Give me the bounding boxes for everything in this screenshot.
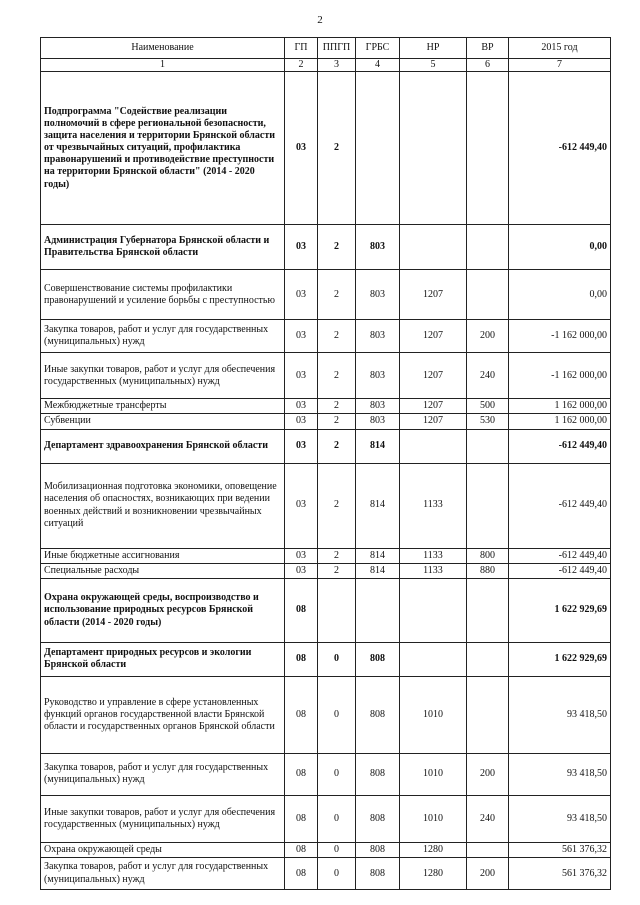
row-grbs: 803 bbox=[356, 270, 400, 320]
row-amount: 93 418,50 bbox=[509, 676, 611, 753]
row-nr: 1207 bbox=[400, 353, 467, 399]
row-amount: -612 449,40 bbox=[509, 463, 611, 548]
row-grbs: 814 bbox=[356, 563, 400, 578]
column-number: 6 bbox=[467, 59, 509, 72]
row-ppgp: 0 bbox=[318, 676, 356, 753]
row-ppgp: 2 bbox=[318, 563, 356, 578]
row-vr: 800 bbox=[467, 548, 509, 563]
row-vr bbox=[467, 225, 509, 270]
row-name: Охрана окружающей среды bbox=[41, 842, 285, 857]
column-number: 2 bbox=[285, 59, 318, 72]
row-ppgp: 2 bbox=[318, 548, 356, 563]
column-number: 3 bbox=[318, 59, 356, 72]
row-name: Департамент природных ресурсов и экологии Брянской области bbox=[41, 642, 285, 676]
row-gp: 03 bbox=[285, 399, 318, 414]
row-amount: -612 449,40 bbox=[509, 72, 611, 225]
header-grbs: ГРБС bbox=[356, 38, 400, 59]
row-gp: 03 bbox=[285, 414, 318, 429]
table-row bbox=[41, 429, 611, 463]
header-nr: НР bbox=[400, 38, 467, 59]
table-row bbox=[41, 463, 611, 548]
row-vr bbox=[467, 676, 509, 753]
row-gp: 03 bbox=[285, 563, 318, 578]
row-ppgp bbox=[318, 578, 356, 642]
row-vr: 200 bbox=[467, 753, 509, 795]
table-row bbox=[41, 548, 611, 563]
row-name: Закупка товаров, работ и услуг для государственных (муниципальных) нужд bbox=[41, 320, 285, 353]
row-gp: 08 bbox=[285, 753, 318, 795]
table-row bbox=[41, 320, 611, 353]
budget-table bbox=[40, 37, 611, 890]
row-name: Администрация Губернатора Брянской области и Правительства Брянской области bbox=[41, 225, 285, 270]
column-number-row bbox=[41, 59, 611, 72]
row-gp: 03 bbox=[285, 463, 318, 548]
row-vr bbox=[467, 429, 509, 463]
row-grbs: 814 bbox=[356, 548, 400, 563]
row-nr bbox=[400, 429, 467, 463]
header-gp: ГП bbox=[285, 38, 318, 59]
header-name: Наименование bbox=[41, 38, 285, 59]
row-grbs bbox=[356, 578, 400, 642]
row-vr bbox=[467, 72, 509, 225]
table-row bbox=[41, 578, 611, 642]
table-row bbox=[41, 858, 611, 890]
row-grbs: 814 bbox=[356, 429, 400, 463]
row-amount: 1 162 000,00 bbox=[509, 399, 611, 414]
table-row bbox=[41, 842, 611, 857]
table-row bbox=[41, 795, 611, 842]
row-vr: 200 bbox=[467, 858, 509, 890]
row-ppgp: 0 bbox=[318, 642, 356, 676]
row-nr: 1133 bbox=[400, 463, 467, 548]
row-gp: 03 bbox=[285, 225, 318, 270]
row-vr bbox=[467, 578, 509, 642]
column-number: 4 bbox=[356, 59, 400, 72]
row-nr: 1010 bbox=[400, 676, 467, 753]
row-gp: 03 bbox=[285, 72, 318, 225]
header-year: 2015 год bbox=[509, 38, 611, 59]
table-row bbox=[41, 72, 611, 225]
row-gp: 03 bbox=[285, 548, 318, 563]
row-grbs: 808 bbox=[356, 753, 400, 795]
row-ppgp: 0 bbox=[318, 753, 356, 795]
row-amount: -1 162 000,00 bbox=[509, 320, 611, 353]
row-grbs: 803 bbox=[356, 414, 400, 429]
column-number: 1 bbox=[41, 59, 285, 72]
row-name: Иные бюджетные ассигнования bbox=[41, 548, 285, 563]
row-ppgp: 2 bbox=[318, 414, 356, 429]
row-grbs: 803 bbox=[356, 399, 400, 414]
column-number: 5 bbox=[400, 59, 467, 72]
table-row bbox=[41, 414, 611, 429]
row-name: Закупка товаров, работ и услуг для государственных (муниципальных) нужд bbox=[41, 753, 285, 795]
row-vr bbox=[467, 463, 509, 548]
row-grbs: 808 bbox=[356, 795, 400, 842]
row-name: Субвенции bbox=[41, 414, 285, 429]
row-vr: 240 bbox=[467, 795, 509, 842]
row-amount: 0,00 bbox=[509, 270, 611, 320]
row-vr: 200 bbox=[467, 320, 509, 353]
row-nr bbox=[400, 72, 467, 225]
row-vr: 240 bbox=[467, 353, 509, 399]
row-vr: 530 bbox=[467, 414, 509, 429]
row-gp: 03 bbox=[285, 353, 318, 399]
table-row bbox=[41, 563, 611, 578]
row-gp: 08 bbox=[285, 642, 318, 676]
row-gp: 08 bbox=[285, 676, 318, 753]
row-grbs: 803 bbox=[356, 320, 400, 353]
header-ppgp: ППГП bbox=[318, 38, 356, 59]
row-name: Подпрограмма "Содействие реализации полномочий в сфере региональной безопасности, защита населения и территории Брянской области от чрезвычайных ситуаций, профилактика правонарушений и противодействие преступности на территории Брянской области" (2014 - 2020 годы) bbox=[41, 72, 285, 225]
row-vr: 880 bbox=[467, 563, 509, 578]
table-row bbox=[41, 353, 611, 399]
row-nr: 1280 bbox=[400, 842, 467, 857]
column-number: 7 bbox=[509, 59, 611, 72]
header-row bbox=[41, 38, 611, 59]
table-row bbox=[41, 642, 611, 676]
row-amount: 561 376,32 bbox=[509, 858, 611, 890]
row-grbs: 803 bbox=[356, 225, 400, 270]
row-amount: -612 449,40 bbox=[509, 563, 611, 578]
table-row bbox=[41, 225, 611, 270]
row-name: Руководство и управление в сфере установленных функций органов государственной власти Брянской области и государственных органов Брянской области bbox=[41, 676, 285, 753]
row-name: Иные закупки товаров, работ и услуг для обеспечения государственных (муниципальных) нужд bbox=[41, 795, 285, 842]
row-name: Межбюджетные трансферты bbox=[41, 399, 285, 414]
row-amount: 1 622 929,69 bbox=[509, 578, 611, 642]
row-amount: 561 376,32 bbox=[509, 842, 611, 857]
table-row bbox=[41, 676, 611, 753]
row-amount: 93 418,50 bbox=[509, 795, 611, 842]
row-nr bbox=[400, 578, 467, 642]
row-gp: 08 bbox=[285, 795, 318, 842]
row-vr bbox=[467, 270, 509, 320]
row-nr: 1133 bbox=[400, 563, 467, 578]
row-nr: 1207 bbox=[400, 414, 467, 429]
row-amount: -612 449,40 bbox=[509, 548, 611, 563]
row-amount: 1 622 929,69 bbox=[509, 642, 611, 676]
row-ppgp: 2 bbox=[318, 353, 356, 399]
row-grbs: 808 bbox=[356, 842, 400, 857]
row-ppgp: 2 bbox=[318, 225, 356, 270]
row-nr bbox=[400, 225, 467, 270]
row-gp: 08 bbox=[285, 842, 318, 857]
row-grbs: 808 bbox=[356, 858, 400, 890]
row-grbs: 808 bbox=[356, 642, 400, 676]
table-row bbox=[41, 399, 611, 414]
row-nr: 1010 bbox=[400, 795, 467, 842]
row-amount: 0,00 bbox=[509, 225, 611, 270]
row-ppgp: 0 bbox=[318, 858, 356, 890]
row-nr: 1280 bbox=[400, 858, 467, 890]
row-vr: 500 bbox=[467, 399, 509, 414]
row-ppgp: 2 bbox=[318, 320, 356, 353]
row-ppgp: 2 bbox=[318, 463, 356, 548]
row-name: Охрана окружающей среды, воспроизводство и использование природных ресурсов Брянской области (2014 - 2020 годы) bbox=[41, 578, 285, 642]
row-gp: 08 bbox=[285, 858, 318, 890]
row-amount: -612 449,40 bbox=[509, 429, 611, 463]
row-name: Департамент здравоохранения Брянской области bbox=[41, 429, 285, 463]
row-nr: 1207 bbox=[400, 320, 467, 353]
row-grbs: 814 bbox=[356, 463, 400, 548]
row-name: Совершенствование системы профилактики правонарушений и усиление борьбы с преступностью bbox=[41, 270, 285, 320]
row-amount: 93 418,50 bbox=[509, 753, 611, 795]
row-gp: 03 bbox=[285, 320, 318, 353]
row-ppgp: 2 bbox=[318, 72, 356, 225]
row-ppgp: 0 bbox=[318, 795, 356, 842]
row-nr: 1133 bbox=[400, 548, 467, 563]
row-amount: 1 162 000,00 bbox=[509, 414, 611, 429]
table-row bbox=[41, 753, 611, 795]
row-ppgp: 0 bbox=[318, 842, 356, 857]
row-nr: 1207 bbox=[400, 399, 467, 414]
row-vr bbox=[467, 642, 509, 676]
row-ppgp: 2 bbox=[318, 429, 356, 463]
row-name: Специальные расходы bbox=[41, 563, 285, 578]
row-ppgp: 2 bbox=[318, 270, 356, 320]
row-gp: 03 bbox=[285, 270, 318, 320]
row-nr bbox=[400, 642, 467, 676]
row-nr: 1207 bbox=[400, 270, 467, 320]
row-name: Иные закупки товаров, работ и услуг для обеспечения государственных (муниципальных) нужд bbox=[41, 353, 285, 399]
header-vr: ВР bbox=[467, 38, 509, 59]
table-row bbox=[41, 270, 611, 320]
row-ppgp: 2 bbox=[318, 399, 356, 414]
page-number: 2 bbox=[317, 14, 323, 26]
row-name: Закупка товаров, работ и услуг для государственных (муниципальных) нужд bbox=[41, 858, 285, 890]
row-grbs bbox=[356, 72, 400, 225]
row-gp: 08 bbox=[285, 578, 318, 642]
row-grbs: 803 bbox=[356, 353, 400, 399]
row-amount: -1 162 000,00 bbox=[509, 353, 611, 399]
row-nr: 1010 bbox=[400, 753, 467, 795]
row-gp: 03 bbox=[285, 429, 318, 463]
row-grbs: 808 bbox=[356, 676, 400, 753]
row-name: Мобилизационная подготовка экономики, оповещение населения об опасностях, возникающих при ведении военных действий и возникновении чрезвычайных ситуаций bbox=[41, 463, 285, 548]
row-vr bbox=[467, 842, 509, 857]
